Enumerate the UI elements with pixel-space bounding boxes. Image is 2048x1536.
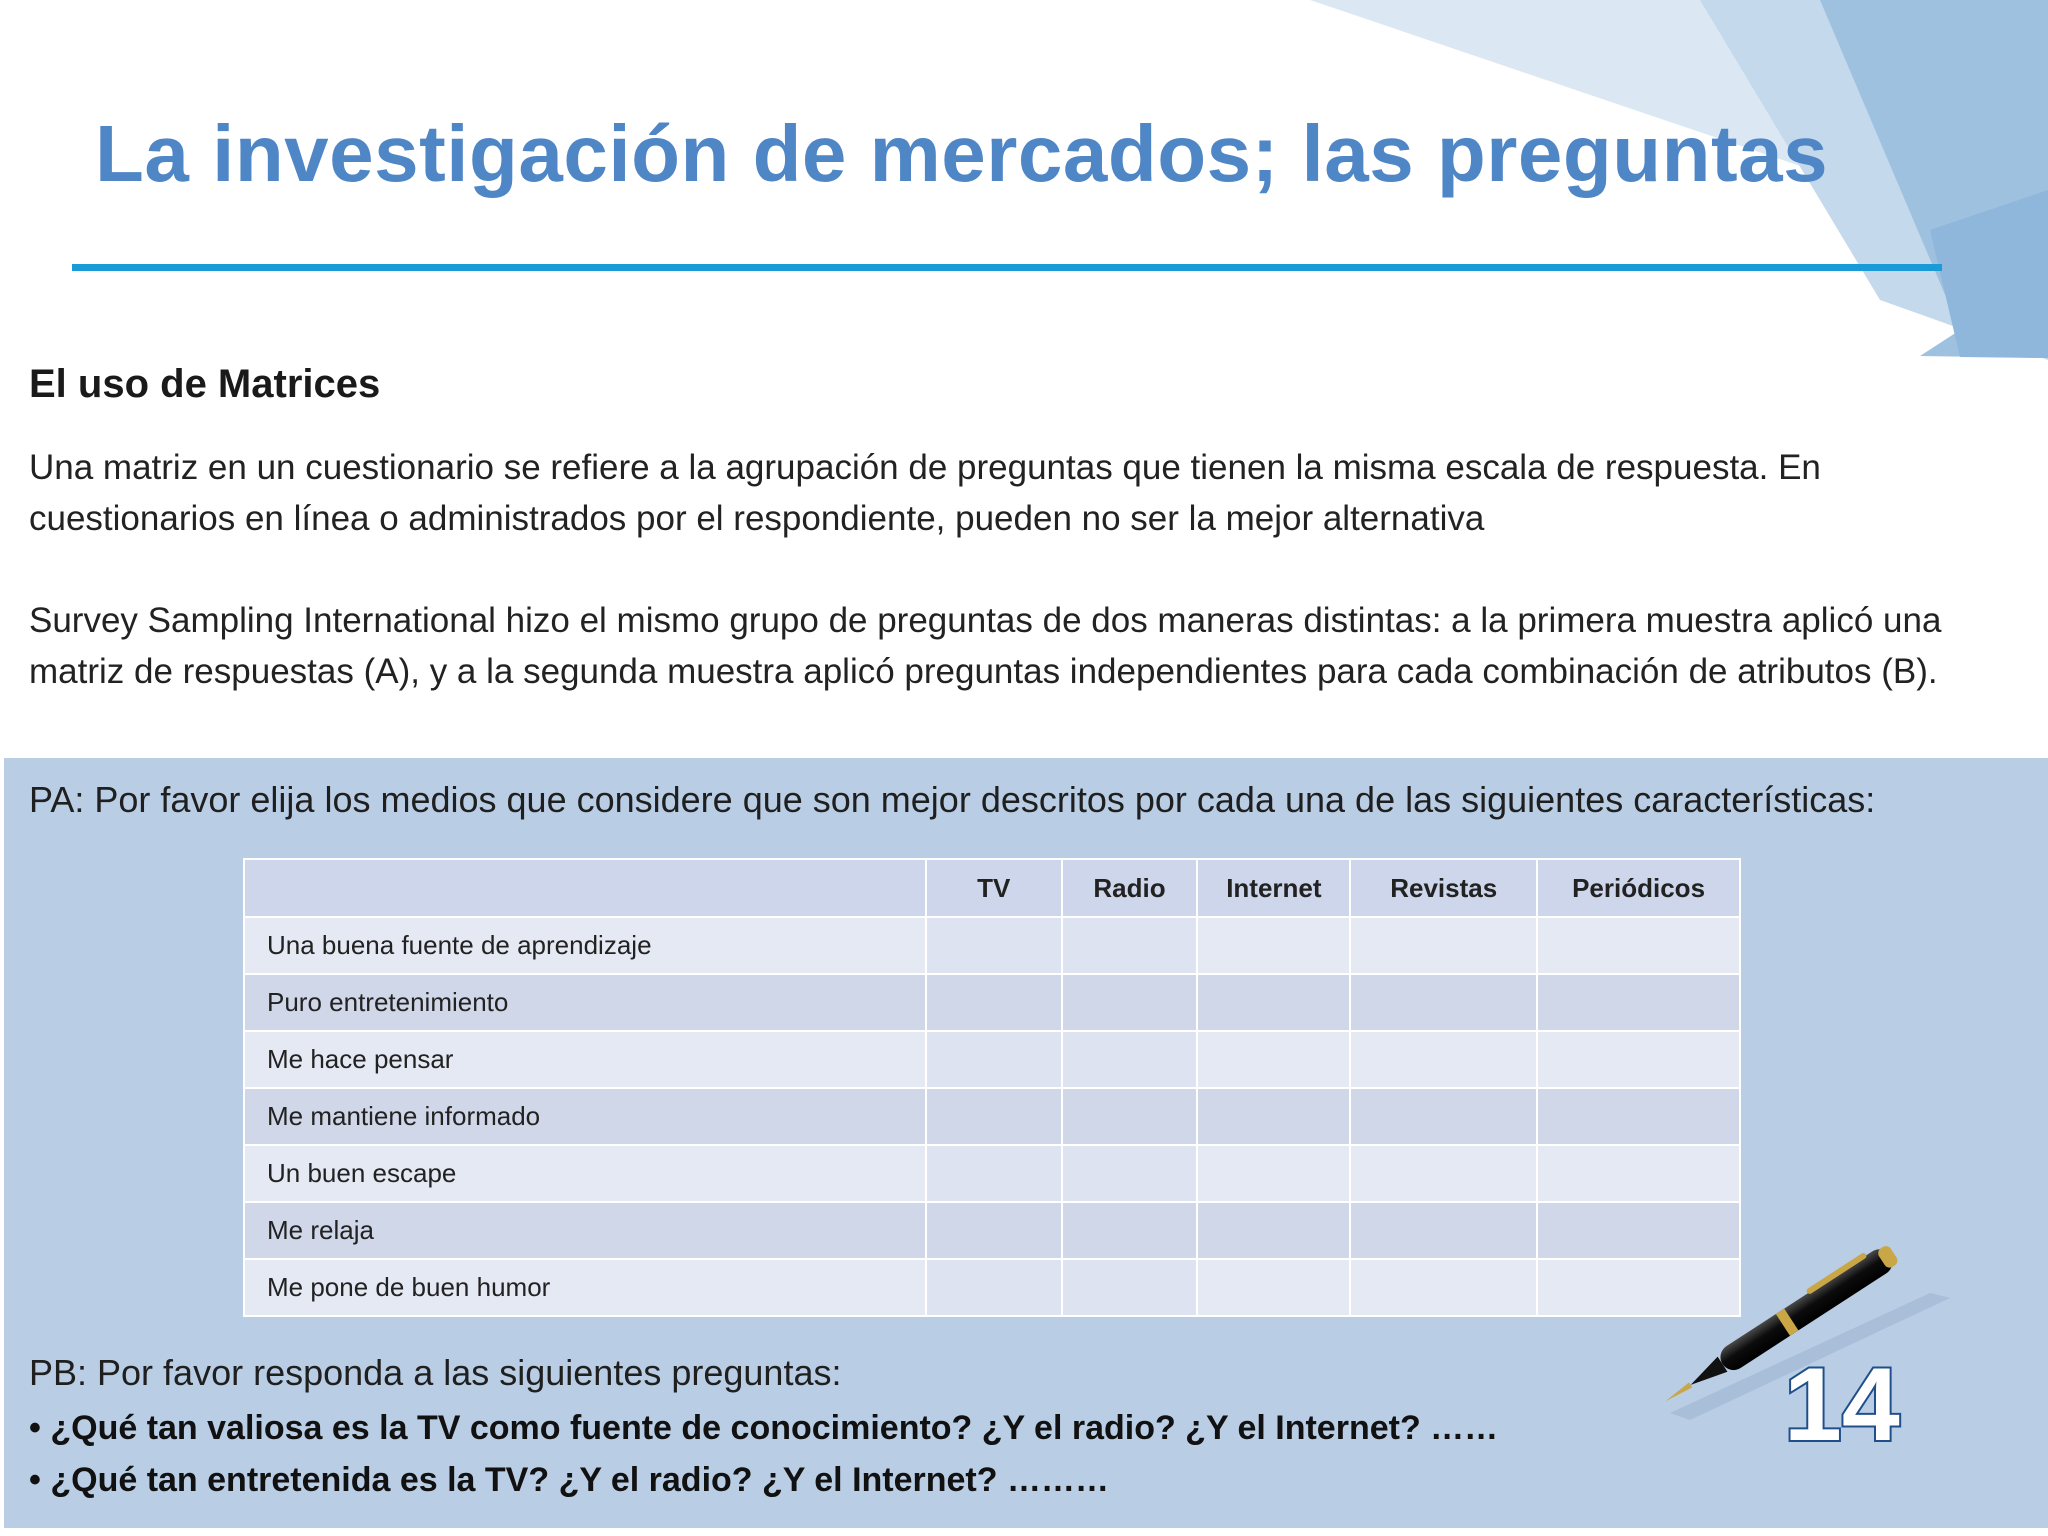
question-b-list xyxy=(29,1402,1498,1506)
matrix-cell xyxy=(1197,1145,1350,1202)
row-label: Me mantiene informado xyxy=(244,1088,926,1145)
matrix-cell xyxy=(1062,1259,1198,1316)
matrix-corner-cell xyxy=(244,859,926,917)
row-label: Me hace pensar xyxy=(244,1031,926,1088)
column-header-internet: Internet xyxy=(1197,859,1350,917)
matrix-cell xyxy=(1350,917,1537,974)
matrix-cell xyxy=(1062,1088,1198,1145)
matrix-cell xyxy=(926,1031,1062,1088)
matrix-cell xyxy=(1062,974,1198,1031)
matrix-cell xyxy=(926,1202,1062,1259)
row-label: Me relaja xyxy=(244,1202,926,1259)
matrix-cell xyxy=(926,974,1062,1031)
matrix-cell xyxy=(926,1259,1062,1316)
table-row xyxy=(244,1145,1740,1202)
section-heading: El uso de Matrices xyxy=(29,362,381,406)
page-number-text: 14 xyxy=(1784,1347,1900,1450)
matrix-cell xyxy=(1350,974,1537,1031)
row-label: Me pone de buen humor xyxy=(244,1259,926,1316)
matrix-cell xyxy=(1062,1202,1198,1259)
matrix-cell xyxy=(1537,1145,1740,1202)
matrix-header-row xyxy=(244,859,1740,917)
row-label: Puro entretenimiento xyxy=(244,974,926,1031)
matrix-cell xyxy=(1062,1145,1198,1202)
column-header-tv: TV xyxy=(926,859,1062,917)
matrix-cell xyxy=(1197,1202,1350,1259)
table-row xyxy=(244,1202,1740,1259)
matrix-cell xyxy=(1537,917,1740,974)
question-a-prompt: PA: Por favor elija los medios que considere que son mejor descritos por cada una de las siguientes características: xyxy=(29,779,1876,820)
matrix-cell xyxy=(1350,1031,1537,1088)
response-matrix xyxy=(243,858,1741,1317)
table-row xyxy=(244,917,1740,974)
row-label: Un buen escape xyxy=(244,1145,926,1202)
matrix-cell xyxy=(926,1145,1062,1202)
matrix-cell xyxy=(1350,1259,1537,1316)
matrix-cell xyxy=(1197,1031,1350,1088)
matrix-cell xyxy=(1062,1031,1198,1088)
matrix-cell xyxy=(926,917,1062,974)
table-row xyxy=(244,1259,1740,1316)
title-divider xyxy=(72,264,1942,271)
study-paragraph: Survey Sampling International hizo el mismo grupo de preguntas de dos maneras distintas: a la primera muestra aplicó una matriz de respuestas (A), y a la segunda muestra aplicó preguntas independientes para cada combinación de atributos (B). xyxy=(29,601,1942,691)
column-header-periodicos: Periódicos xyxy=(1537,859,1740,917)
row-label: Una buena fuente de aprendizaje xyxy=(244,917,926,974)
column-header-revistas: Revistas xyxy=(1350,859,1537,917)
list-item: • ¿Qué tan entretenida es la TV? ¿Y el radio? ¿Y el Internet? ……… xyxy=(29,1461,1109,1499)
table-row xyxy=(244,1031,1740,1088)
matrix-cell xyxy=(1197,974,1350,1031)
matrix-cell xyxy=(1197,917,1350,974)
matrix-cell xyxy=(926,1088,1062,1145)
matrix-cell xyxy=(1350,1088,1537,1145)
table-row xyxy=(244,974,1740,1031)
matrix-cell xyxy=(1350,1202,1537,1259)
matrix-cell xyxy=(1537,1088,1740,1145)
list-item: • ¿Qué tan valiosa es la TV como fuente de conocimiento? ¿Y el radio? ¿Y el Internet? …… xyxy=(29,1409,1499,1447)
table-row xyxy=(244,1088,1740,1145)
matrix-cell xyxy=(1197,1088,1350,1145)
matrix-cell xyxy=(1350,1145,1537,1202)
matrix-cell xyxy=(1062,917,1198,974)
slide-title: La investigación de mercados; las preguntas xyxy=(95,109,1829,198)
question-b-prompt: PB: Por favor responda a las siguientes preguntas: xyxy=(29,1352,842,1393)
column-header-radio: Radio xyxy=(1062,859,1198,917)
matrix-cell xyxy=(1537,1031,1740,1088)
page-number xyxy=(1780,1340,1950,1450)
intro-paragraph: Una matriz en un cuestionario se refiere a la agrupación de preguntas que tienen la misma escala de respuesta. En cuestionarios en línea o administrados por el respondiente, pueden no ser la mejor alternativa xyxy=(29,448,1821,538)
matrix-cell xyxy=(1197,1259,1350,1316)
matrix-cell xyxy=(1537,974,1740,1031)
